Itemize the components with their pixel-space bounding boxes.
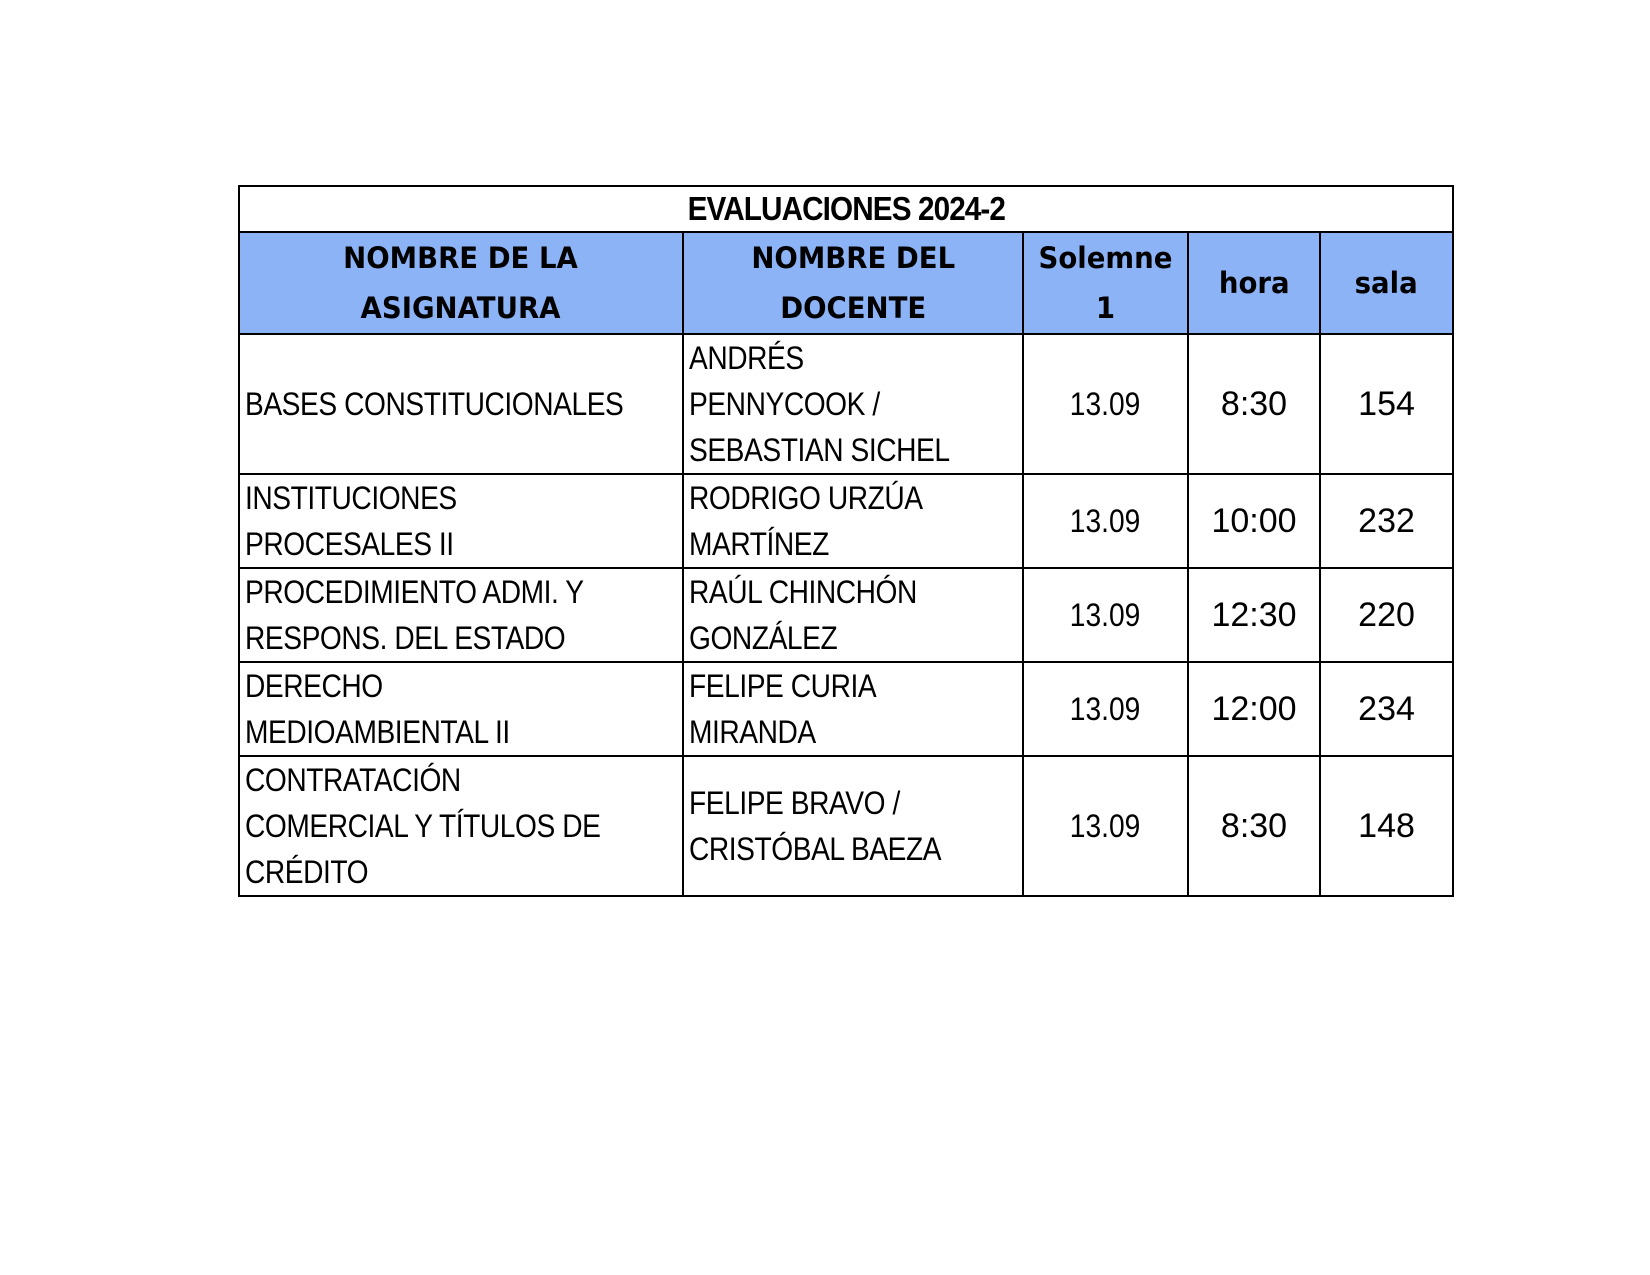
cell-sala: 148 — [1320, 756, 1453, 896]
header-docente: NOMBRE DEL DOCENTE — [683, 232, 1023, 334]
cell-asignatura: CONTRATACIÓN COMERCIAL Y TÍTULOS DE CRÉDITO — [239, 756, 683, 896]
cell-docente: RAÚL CHINCHÓN GONZÁLEZ — [683, 568, 1023, 662]
table-row — [239, 568, 1453, 662]
header-asignatura: NOMBRE DE LA ASIGNATURA — [239, 232, 683, 334]
table-row — [239, 474, 1453, 568]
cell-asignatura: PROCEDIMIENTO ADMI. Y RESPONS. DEL ESTADO — [239, 568, 683, 662]
cell-solemne: 13.09 — [1023, 756, 1188, 896]
table-row — [239, 662, 1453, 756]
cell-sala: 220 — [1320, 568, 1453, 662]
title-row — [239, 186, 1453, 232]
cell-solemne: 13.09 — [1023, 662, 1188, 756]
header-hora: hora — [1188, 232, 1320, 334]
cell-hora: 10:00 — [1188, 474, 1320, 568]
header-sala: sala — [1320, 232, 1453, 334]
cell-docente: RODRIGO URZÚA MARTÍNEZ — [683, 474, 1023, 568]
cell-solemne: 13.09 — [1023, 474, 1188, 568]
cell-sala: 232 — [1320, 474, 1453, 568]
cell-asignatura: BASES CONSTITUCIONALES — [239, 334, 683, 474]
cell-hora: 12:00 — [1188, 662, 1320, 756]
cell-sala: 234 — [1320, 662, 1453, 756]
cell-docente: FELIPE BRAVO / CRISTÓBAL BAEZA — [683, 756, 1023, 896]
cell-asignatura: DERECHO MEDIOAMBIENTAL II — [239, 662, 683, 756]
cell-docente: FELIPE CURIA MIRANDA — [683, 662, 1023, 756]
table-row — [239, 334, 1453, 474]
table-title: EVALUACIONES 2024-2 — [239, 186, 1453, 232]
cell-solemne: 13.09 — [1023, 334, 1188, 474]
cell-hora: 8:30 — [1188, 334, 1320, 474]
cell-sala: 154 — [1320, 334, 1453, 474]
table-row — [239, 756, 1453, 896]
header-solemne: Solemne 1 — [1023, 232, 1188, 334]
cell-hora: 8:30 — [1188, 756, 1320, 896]
cell-hora: 12:30 — [1188, 568, 1320, 662]
cell-docente: ANDRÉS PENNYCOOK / SEBASTIAN SICHEL — [683, 334, 1023, 474]
header-row — [239, 232, 1453, 334]
evaluations-table — [238, 185, 1454, 897]
cell-solemne: 13.09 — [1023, 568, 1188, 662]
cell-asignatura: INSTITUCIONES PROCESALES II — [239, 474, 683, 568]
